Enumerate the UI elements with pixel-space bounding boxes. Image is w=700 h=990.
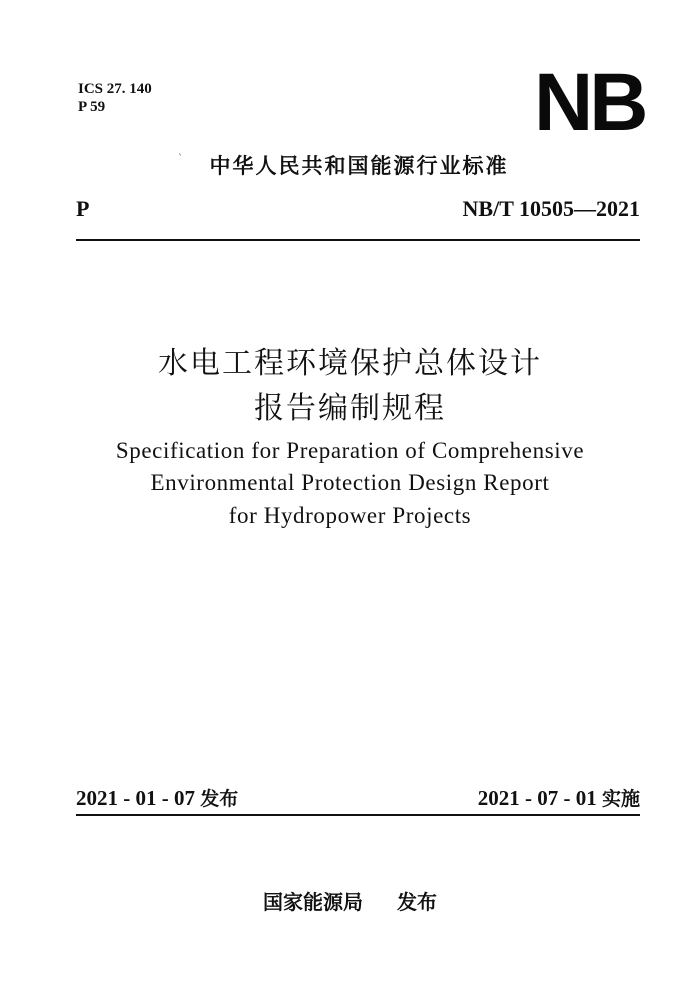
title-en-line-1: Specification for Preparation of Comprehensive — [115, 438, 585, 463]
top-divider — [76, 239, 640, 241]
title-cn-line-1: 水电工程环境保护总体设计 — [158, 346, 542, 381]
ics-code: ICS 27. 140 — [78, 81, 152, 97]
issuer-name: 国家能源局 — [263, 890, 363, 914]
implement-date-block — [478, 784, 640, 811]
classification-code: P — [76, 196, 90, 221]
nb-logo: NB — [534, 57, 645, 148]
implement-label: 实施 — [601, 788, 640, 810]
issue-date-block — [76, 784, 238, 811]
standard-type-heading: 中华人民共和国能源行业标准 — [209, 154, 509, 178]
title-en-line-3: for Hydropower Projects — [228, 503, 472, 528]
ics-code-block — [78, 80, 152, 116]
issuer-action: 发布 — [397, 890, 437, 914]
scan-mark: ˋ — [178, 154, 183, 165]
ccs-code: P 59 — [78, 99, 106, 115]
title-cn-line-2: 报告编制规程 — [254, 391, 446, 426]
issue-label: 发布 — [200, 788, 239, 810]
standard-number: NB/T 10505—2021 — [462, 196, 640, 221]
bottom-divider — [76, 814, 640, 816]
title-en-line-2: Environmental Protection Design Report — [150, 470, 550, 495]
implement-date: 2021 - 07 - 01 — [477, 786, 597, 810]
issue-date: 2021 - 01 - 07 — [76, 786, 195, 810]
issuer-block — [0, 886, 700, 915]
